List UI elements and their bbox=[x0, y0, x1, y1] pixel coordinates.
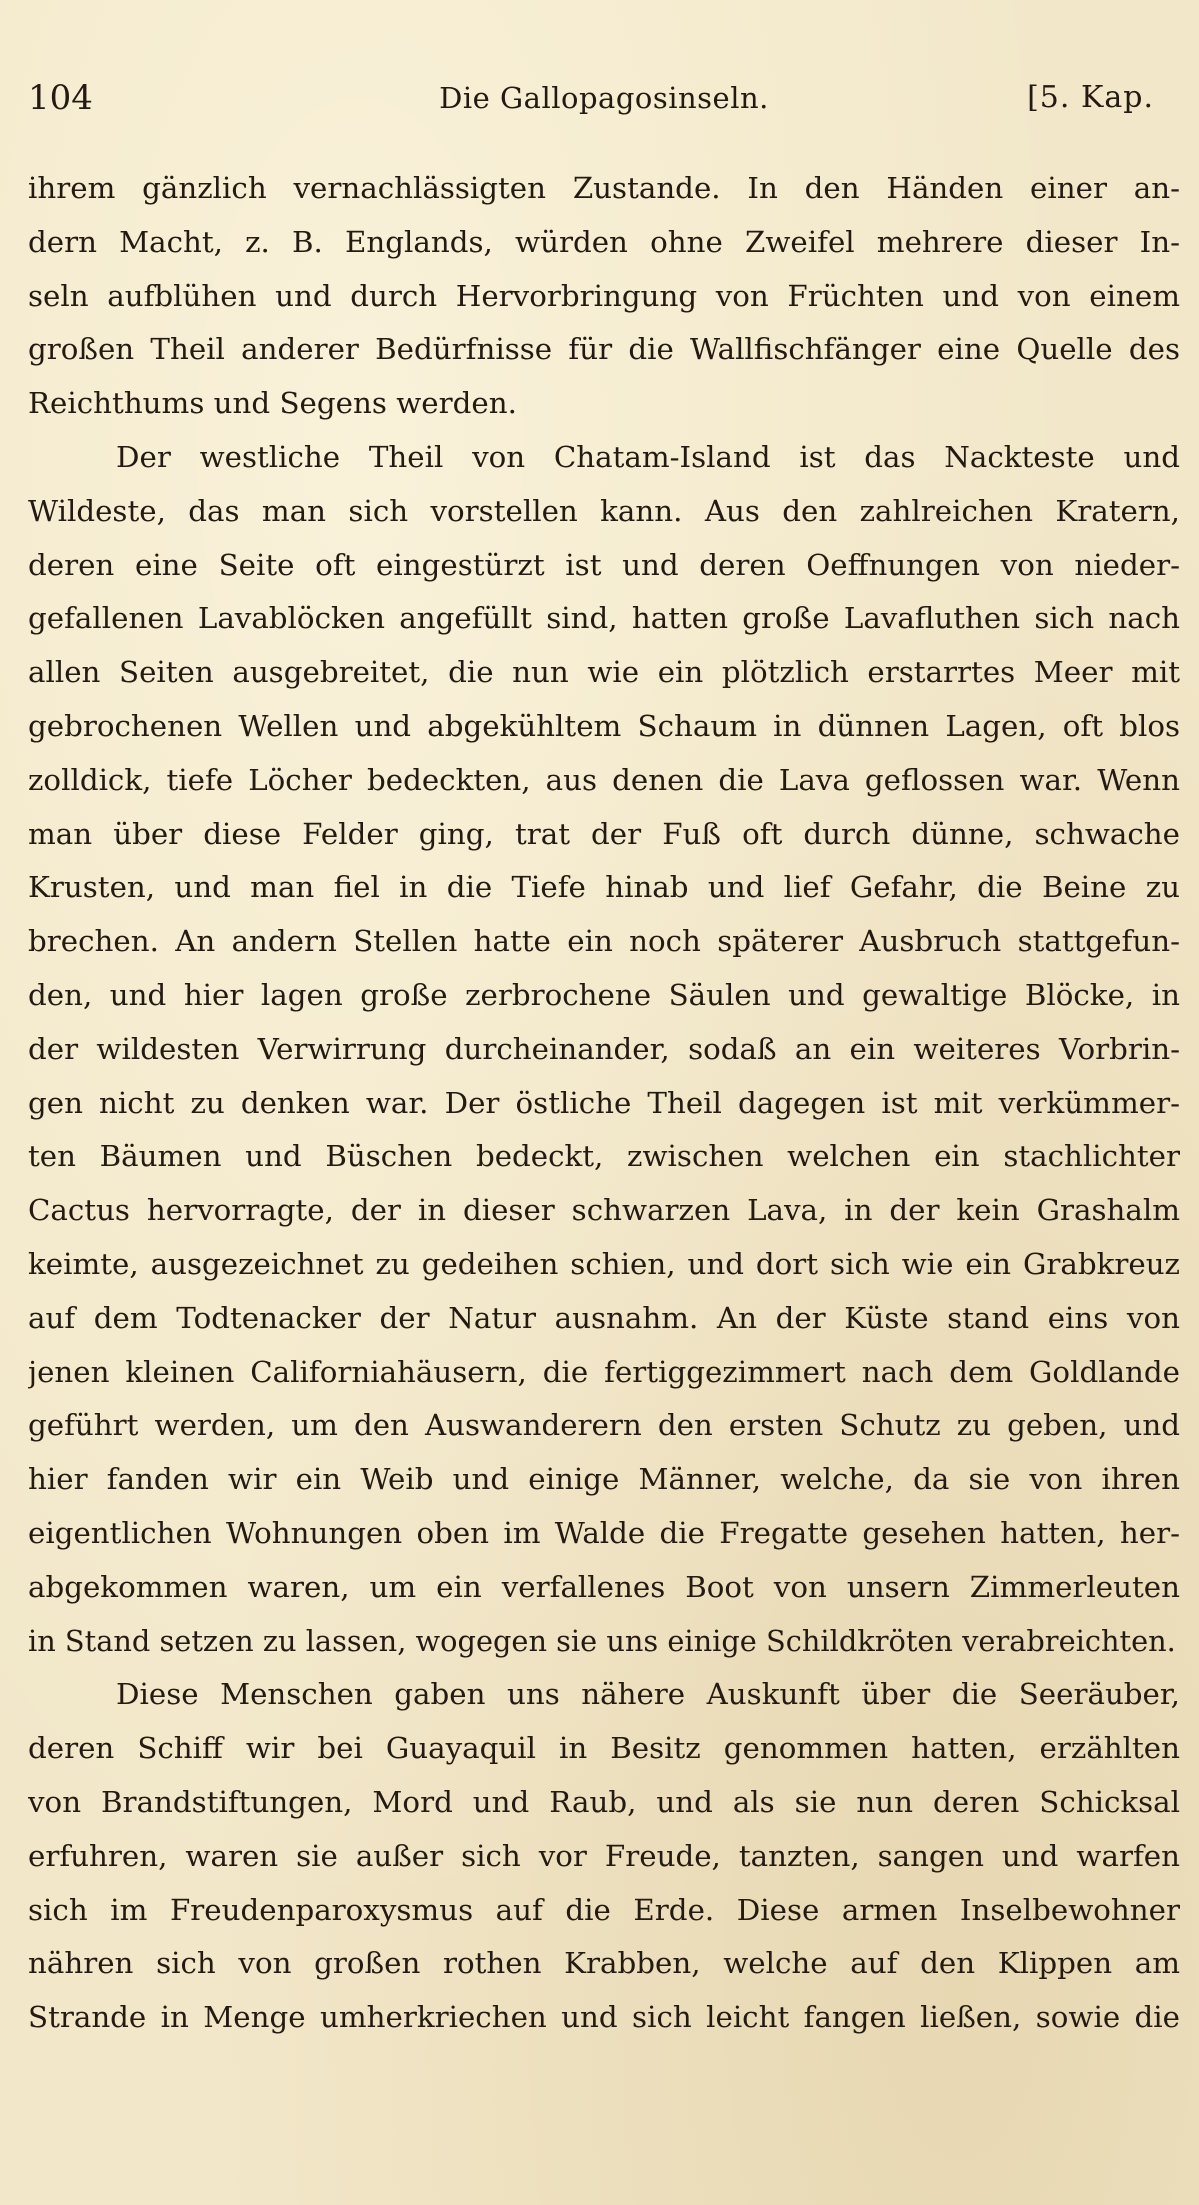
text-line: sich im Freudenparoxysmus auf die Erde. Diese armen Inselbewohner bbox=[28, 1892, 1180, 1927]
text-line: von Brandstiftungen, Mord und Raub, und als sie nun deren Schicksal bbox=[28, 1784, 1180, 1819]
text-line: Reichthums und Segens werden. bbox=[28, 386, 517, 421]
text-line: erfuhren, waren sie außer sich vor Freude, tanzten, sangen und warfen bbox=[28, 1838, 1180, 1873]
text-line: Wildeste, das man sich vorstellen kann. Aus den zahlreichen Kratern, bbox=[28, 493, 1180, 528]
text-line: brechen. An andern Stellen hatte ein noch späterer Ausbruch stattgefun- bbox=[28, 924, 1180, 959]
book-page bbox=[28, 68, 1180, 2035]
text-line: deren Schiff wir bei Guayaquil in Besitz genommen hatten, erzählten bbox=[28, 1731, 1180, 1766]
text-line: abgekommen waren, um ein verfallenes Boot von unsern Zimmerleuten bbox=[28, 1569, 1180, 1604]
text-line: seln aufblühen und durch Hervorbringung von Früchten und von einem bbox=[28, 278, 1180, 313]
text-line: man über diese Felder ging, trat der Fuß oft durch dünne, schwache bbox=[28, 816, 1180, 851]
text-line: Strande in Menge umherkriechen und sich leicht fangen ließen, sowie die bbox=[28, 2000, 1180, 2035]
text-line: der wildesten Verwirrung durcheinander, sodaß an ein weiteres Vorbrin- bbox=[28, 1031, 1180, 1066]
text-line: Cactus hervorragte, der in dieser schwarzen Lava, in der kein Grashalm bbox=[28, 1193, 1180, 1228]
text-line: deren eine Seite oft eingestürzt ist und deren Oeffnungen von nieder- bbox=[28, 547, 1180, 582]
text-line: in Stand setzen zu lassen, wogegen sie uns einige Schildkröten verabreichten. bbox=[28, 1623, 1176, 1658]
text-line: nähren sich von großen rothen Krabben, welche auf den Klippen am bbox=[28, 1946, 1180, 1981]
running-head bbox=[28, 68, 1180, 128]
text-line: ten Bäumen und Büschen bedeckt, zwischen welchen ein stachlichter bbox=[28, 1139, 1180, 1174]
text-line: hier fanden wir ein Weib und einige Männer, welche, da sie von ihren bbox=[28, 1462, 1180, 1497]
text-line: gebrochenen Wellen und abgekühltem Schaum in dünnen Lagen, oft blos bbox=[28, 708, 1180, 743]
text-line: eigentlichen Wohnungen oben im Walde die Fregatte gesehen hatten, her- bbox=[28, 1515, 1180, 1550]
text-line: gefallenen Lavablöcken angefüllt sind, hatten große Lavafluthen sich nach bbox=[28, 601, 1180, 636]
text-line: allen Seiten ausgebreitet, die nun wie ein plötzlich erstarrtes Meer mit bbox=[28, 655, 1180, 690]
text-line: keimte, ausgezeichnet zu gedeihen schien, und dort sich wie ein Grabkreuz bbox=[28, 1246, 1180, 1281]
text-line: auf dem Todtenacker der Natur ausnahm. An der Küste stand eins von bbox=[28, 1300, 1180, 1335]
text-line: Diese Menschen gaben uns nähere Auskunft über die Seeräuber, bbox=[116, 1677, 1180, 1712]
chapter-reference: [5. Kap. bbox=[1027, 80, 1154, 115]
text-line: Der westliche Theil von Chatam-Island ist das Nackteste und bbox=[116, 439, 1180, 474]
text-line: gen nicht zu denken war. Der östliche Theil dagegen ist mit verkümmer- bbox=[28, 1085, 1180, 1120]
text-line: großen Theil anderer Bedürfnisse für die Wallfischfänger eine Quelle des bbox=[28, 332, 1180, 367]
page-number: 104 bbox=[28, 78, 93, 118]
text-line: zolldick, tiefe Löcher bedeckten, aus denen die Lava geflossen war. Wenn bbox=[28, 762, 1180, 797]
text-line: ihrem gänzlich vernachlässigten Zustande. In den Händen einer an- bbox=[28, 171, 1180, 205]
text-line: den, und hier lagen große zerbrochene Säulen und gewaltige Blöcke, in bbox=[28, 977, 1180, 1012]
body-text bbox=[28, 162, 1180, 2045]
text-line: geführt werden, um den Auswanderern den ersten Schutz zu geben, und bbox=[28, 1408, 1180, 1443]
text-line: jenen kleinen Californiahäusern, die fertiggezimmert nach dem Goldlande bbox=[28, 1354, 1180, 1389]
running-title: Die Gallopagosinseln. bbox=[439, 81, 769, 115]
text-line: Krusten, und man fiel in die Tiefe hinab und lief Gefahr, die Beine zu bbox=[28, 870, 1180, 905]
text-line: dern Macht, z. B. Englands, würden ohne Zweifel mehrere dieser In- bbox=[28, 224, 1180, 259]
